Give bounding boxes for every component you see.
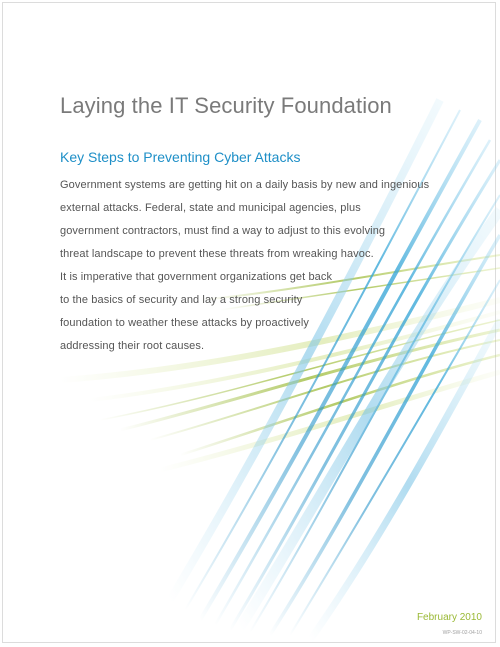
body-line: threat landscape to prevent these threats from wreaking havoc.	[60, 248, 374, 260]
publication-date: February 2010	[416, 612, 482, 623]
body-line: external attacks. Federal, state and municipal agencies, plus	[60, 202, 361, 214]
body-line: Government systems are getting hit on a daily basis by new and ingenious	[60, 179, 430, 191]
document-title: Laying the IT Security Foundation	[60, 93, 392, 118]
body-line: to the basics of security and lay a strong security	[60, 294, 303, 306]
intro-paragraph	[60, 174, 429, 358]
body-line: government contractors, must find a way to adjust to this evolving	[60, 225, 386, 237]
body-line: It is imperative that government organizations get back	[60, 271, 333, 283]
body-line: addressing their root causes.	[60, 340, 205, 352]
document-subtitle: Key Steps to Preventing Cyber Attacks	[60, 149, 301, 165]
body-line: foundation to weather these attacks by proactively	[60, 317, 309, 329]
document-code: WP-SW-02-04-10	[442, 630, 482, 636]
